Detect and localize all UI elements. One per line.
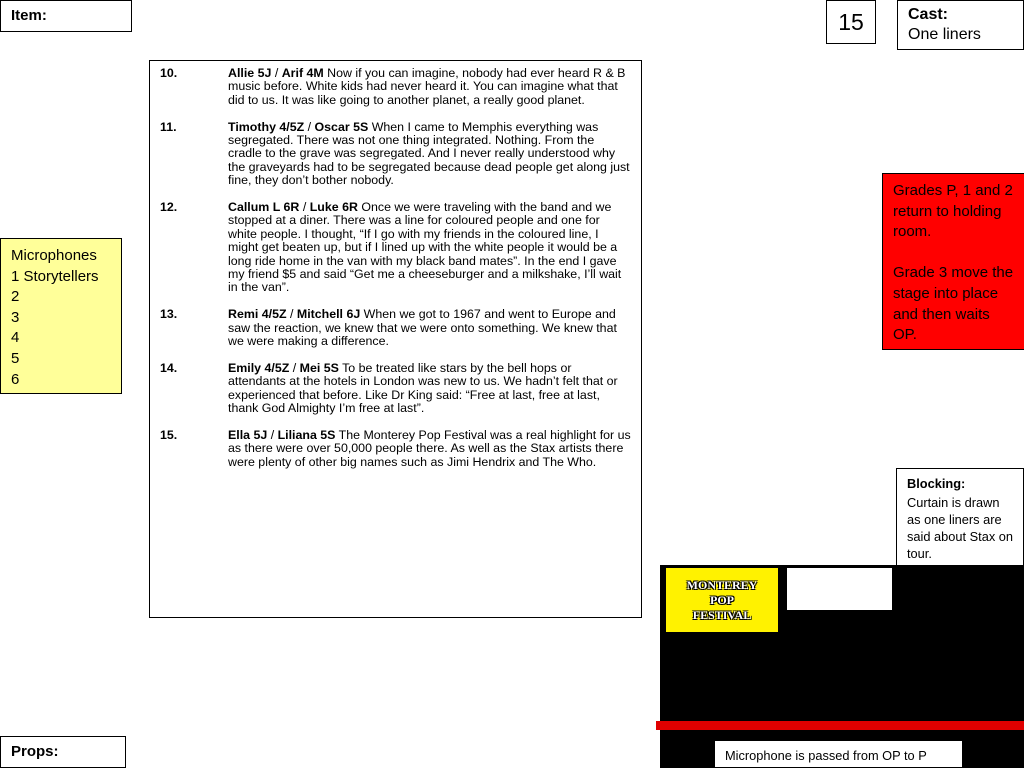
speaker-b: Liliana 5S	[277, 427, 336, 442]
line-text: Now if you can imagine, nobody had ever heard R & B music before. White kids had never heard it. You can imagine what that did to us. It was like going to another planet, a really good planet.	[228, 66, 626, 107]
cast-value: One liners	[908, 26, 981, 43]
speaker-a: Callum L 6R	[228, 200, 300, 215]
speaker-b: Oscar 5S	[314, 119, 369, 134]
grades-instruction-1: Grades P, 1 and 2 return to holding room.	[893, 182, 1013, 241]
script-entry	[160, 67, 631, 107]
monterey-pop-festival-poster	[666, 568, 778, 632]
entry-number: 12.	[160, 200, 178, 215]
curtain-line	[656, 721, 1024, 730]
entry-text	[228, 67, 631, 107]
speaker-separator: /	[286, 307, 297, 322]
line-text: When we got to 1967 and went to Europe and saw the reaction, we knew that we were onto something. We knew that we were making a difference.	[228, 307, 617, 349]
script-entry	[160, 429, 631, 469]
script-entry	[160, 362, 631, 416]
cast-label: Cast:	[908, 6, 949, 23]
entry-text	[228, 308, 631, 348]
blocking-label: Blocking:	[907, 476, 966, 491]
stage-screen	[786, 567, 893, 611]
microphone-line: 4	[11, 329, 20, 347]
grades-instruction-2: Grade 3 move the stage into place and then waits OP.	[893, 264, 1014, 344]
entry-number: 10.	[160, 66, 178, 80]
entry-text	[228, 201, 631, 295]
poster-line: POP	[710, 593, 734, 607]
microphones-box	[0, 238, 122, 394]
line-text: Once we were traveling with the band and we stopped at a diner. There was a line for coloured people and one for white people. I thought, “If I go with my friends in the coloured line, I might get beaten up, but if I lined up with the white people it would be a long ride home in the van with my black band mates”. In the end I gave my friend $5 and said “Get me a cheeseburger and a milkshake, I’ll wait in the van”.	[228, 200, 622, 295]
speaker-separator: /	[267, 427, 278, 442]
entry-number: 13.	[160, 307, 178, 322]
script-entry	[160, 201, 631, 295]
script-entry	[160, 121, 631, 188]
entry-number: 15.	[160, 427, 178, 442]
microphone-line: 1 Storytellers	[11, 267, 99, 285]
microphone-line: 6	[11, 370, 20, 388]
entry-number: 14.	[160, 360, 178, 375]
speaker-separator: /	[289, 360, 300, 375]
speaker-b: Arif 4M	[281, 66, 324, 80]
item-label: Item:	[0, 0, 132, 32]
speaker-separator: /	[304, 119, 315, 134]
speaker-b: Luke 6R	[309, 200, 358, 215]
line-text: The Monterey Pop Festival was a real highlight for us as there were over 50,000 people there. As well as the Stax artists there were plenty of other big names such as Jimi Hendrix and The Who.	[228, 427, 631, 469]
speaker-a: Remi 4/5Z	[228, 307, 287, 322]
entry-text	[228, 429, 631, 469]
speaker-separator: /	[299, 200, 310, 215]
blocking-text: Curtain is drawn as one liners are said about Stax on tour.	[907, 495, 1014, 561]
speaker-a: Allie 5J	[228, 66, 272, 80]
entry-text	[228, 362, 631, 416]
line-text: When I came to Memphis everything was segregated. There was not one thing integrated. Nothing. From the cradle to the grave was segregated. And I never really understood why the graveyards had to be segregated because dead people get along just fine, they don’t bother nobody.	[228, 119, 630, 188]
poster-line: FESTIVAL	[692, 608, 752, 622]
microphone-line: 2	[11, 288, 20, 306]
microphone-pass-note: Microphone is passed from OP to P	[714, 740, 963, 768]
microphone-line: 5	[11, 349, 20, 367]
blocking-box	[896, 468, 1024, 568]
speaker-a: Timothy 4/5Z	[228, 119, 305, 134]
page-number: 15	[826, 0, 876, 44]
line-text: To be treated like stars by the bell hops or attendants at the hotels in London was new to us. We hadn’t felt that or experienced that before. Like Dr King said: “Free at last, free at last, thank God Almighty I’m free at last”.	[228, 360, 618, 416]
speaker-separator: /	[271, 66, 282, 80]
microphones-heading: Microphones	[11, 247, 97, 264]
script-lines-box	[149, 60, 642, 618]
script-entry	[160, 308, 631, 348]
entry-text	[228, 121, 631, 188]
stage-diagram	[660, 565, 1024, 768]
props-label: Props:	[0, 736, 126, 768]
entry-number: 11.	[160, 119, 177, 134]
poster-line: MONTEREY	[686, 578, 758, 592]
speaker-b: Mei 5S	[299, 360, 339, 375]
speaker-a: Ella 5J	[228, 427, 268, 442]
cast-box	[897, 0, 1024, 50]
microphone-line: 3	[11, 308, 20, 326]
grades-instructions-box	[882, 173, 1024, 350]
speaker-a: Emily 4/5Z	[228, 360, 290, 375]
speaker-b: Mitchell 6J	[296, 307, 361, 322]
